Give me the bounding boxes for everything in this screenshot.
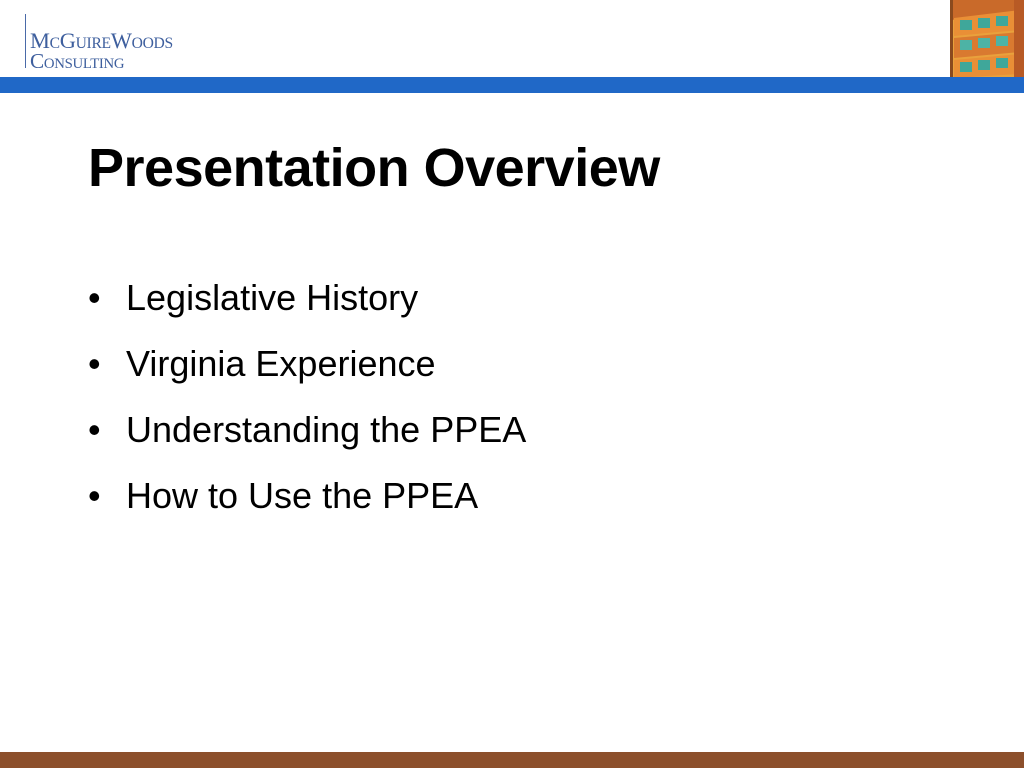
header-band — [0, 77, 1024, 93]
bullet-text: Virginia Experience — [126, 343, 436, 384]
logo-divider — [25, 14, 26, 68]
logo-line-1: MCGUIREWOODS — [30, 28, 173, 53]
bullet-text: Understanding the PPEA — [126, 409, 527, 450]
bullet-symbol: • — [88, 343, 101, 384]
footer-band — [0, 752, 1024, 768]
bullet-text: Legislative History — [126, 277, 419, 318]
mcguirewoods-consulting-logo — [25, 12, 195, 73]
building-icon — [950, 0, 1024, 78]
bullet-symbol: • — [88, 277, 101, 318]
logo-line-2: CONSULTING — [30, 49, 125, 73]
slide-title: Presentation Overview — [88, 138, 660, 198]
bullet-text: How to Use the PPEA — [126, 475, 479, 516]
bullet-symbol: • — [88, 475, 101, 516]
bullet-symbol: • — [88, 409, 101, 450]
